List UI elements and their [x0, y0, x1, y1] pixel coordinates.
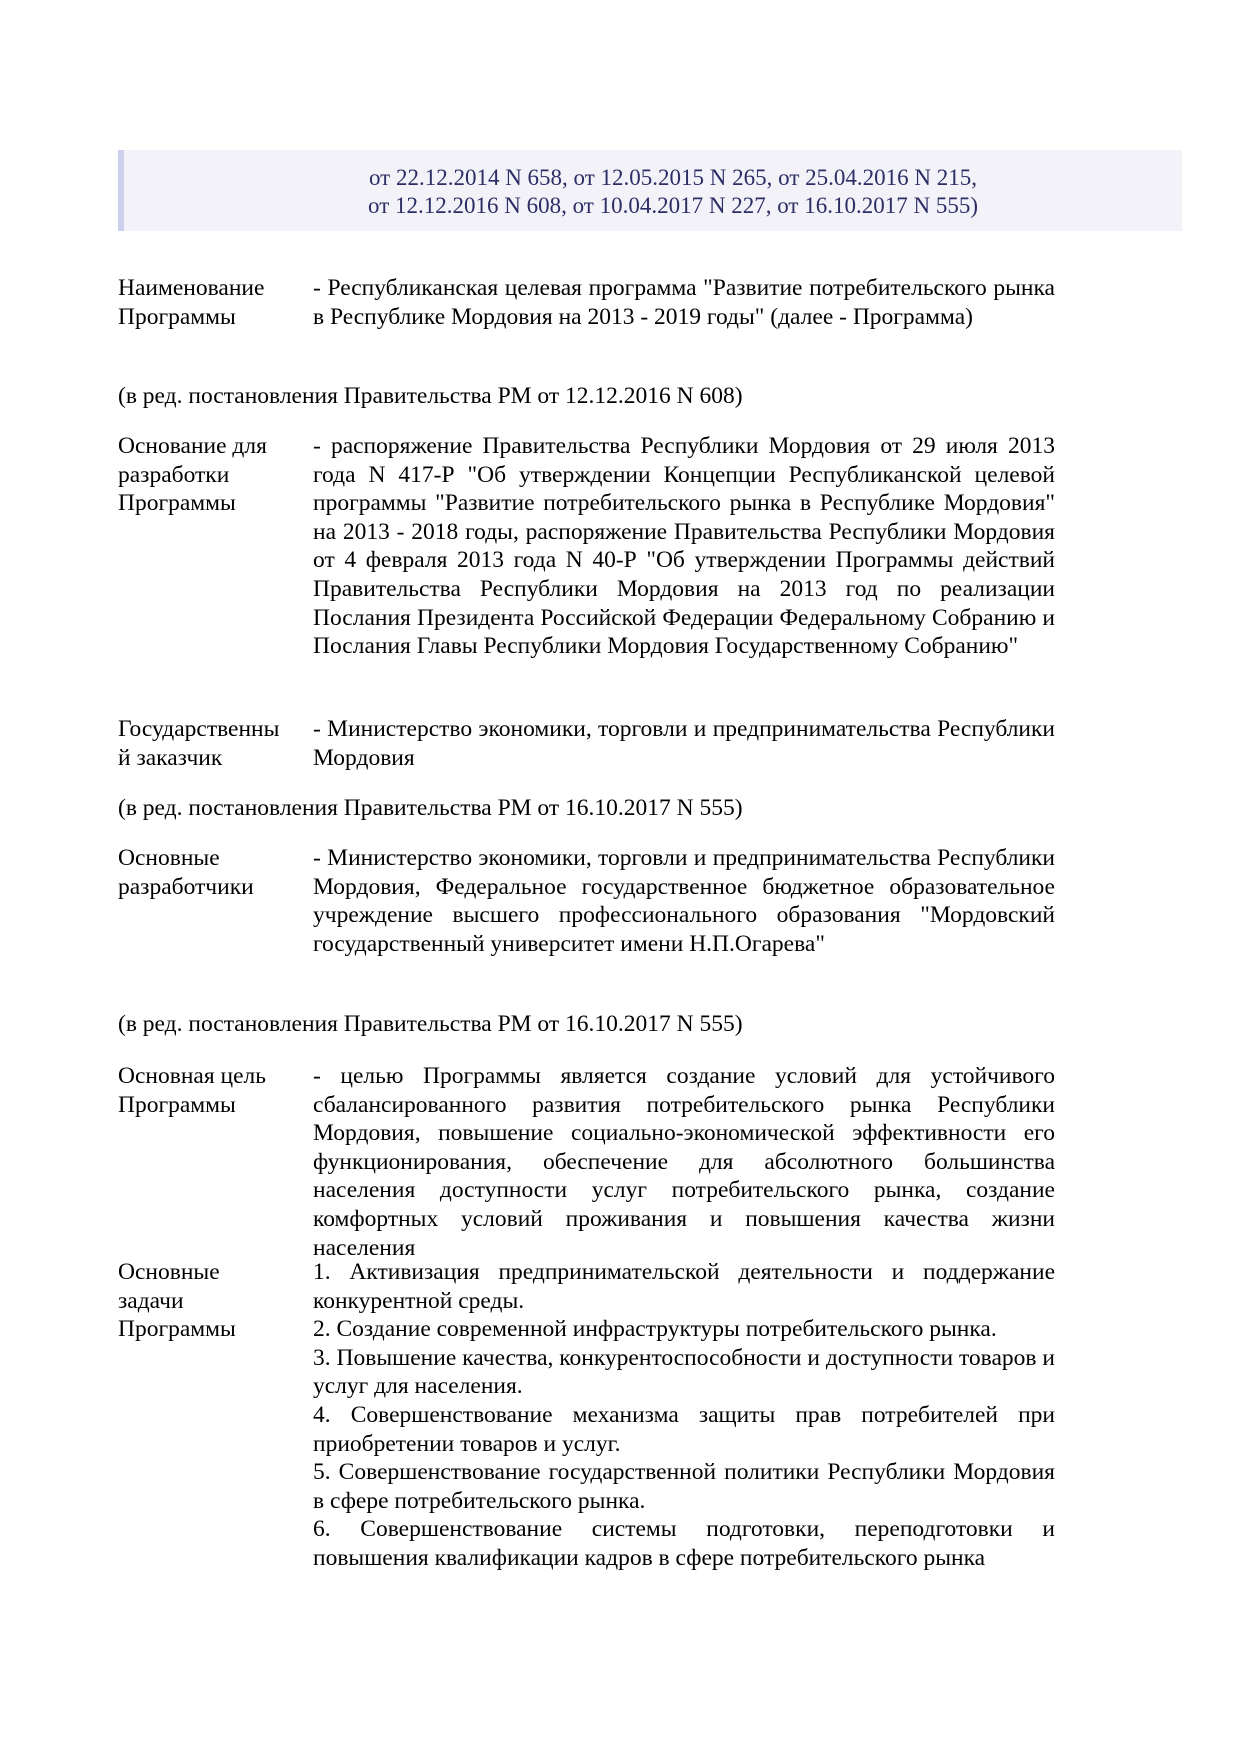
row-value: - Министерство экономики, торговли и предпринимательства Республики Мордовия: [313, 716, 1055, 771]
task-item: 3. Повышение качества, конкурентоспособности и доступности товаров и услуг для населения.: [313, 1344, 1055, 1400]
amendment-note: (в ред. постановления Правительства РМ от 12.12.2016 N 608): [118, 383, 743, 409]
row-value: - распоряжение Правительства Республики Мордовия от 29 июля 2013 года N 417-Р "Об утверждении Концепции Республиканской целевой программы "Развитие потребительского рынка в Республике Мордовия" на 2013 - 2018 годы, распоряжение Правительства Республики Мордовия от 4 февраля 2013 года N 40-Р "Об утверждении Программы действий Правительства Республики Мордовия на 2013 год по реализации Послания Президента Российской Федерации Федеральному Собранию и Послания Главы Республики Мордовия Государственному Собранию": [313, 433, 1055, 660]
row-label: Наименование Программы: [118, 275, 265, 330]
amendments-banner: [118, 150, 1182, 231]
row-label: Основание для разработки Программы: [118, 433, 267, 517]
task-item: 4. Совершенствование механизма защиты прав потребителей при приобретении товаров и услуг.: [313, 1401, 1055, 1457]
row-value: - Министерство экономики, торговли и предпринимательства Республики Мордовия, Федеральное государственное бюджетное образовательное учреждение высшего профессионального образования "Мордовский государственный университет имени Н.П.Огарева": [313, 845, 1055, 957]
task-item: 2. Создание современной инфраструктуры потребительского рынка.: [313, 1316, 997, 1343]
task-item: 1. Активизация предпринимательской деятельности и поддержание конкурентной среды.: [313, 1259, 1055, 1314]
banner-line-1: от 22.12.2014 N 658, от 12.05.2015 N 265, от 25.04.2016 N 215,: [368, 165, 978, 190]
amendment-note: (в ред. постановления Правительства РМ от 16.10.2017 N 555): [118, 795, 743, 821]
row-value: - целью Программы является создание условий для устойчивого сбалансированного развития потребительского рынка Республики Мордовия, повышение социально-экономической эффективности его функционирования, обеспечение для абсолютного большинства населения доступности услуг потребительского рынка, создание комфортных условий проживания и повышения качества жизни населения: [313, 1063, 1055, 1261]
task-item: 6. Совершенствование системы подготовки, переподготовки и повышения квалификации кадров в сфере потребительского рынка: [313, 1516, 1055, 1571]
tasks-list: [313, 1258, 1055, 1573]
row-label: Государственны й заказчик: [118, 716, 280, 771]
amendment-note: (в ред. постановления Правительства РМ от 16.10.2017 N 555): [118, 1011, 743, 1037]
row-value: - Республиканская целевая программа "Развитие потребительского рынка в Республике Мордовия на 2013 - 2019 годы" (далее - Программа): [313, 275, 1055, 330]
task-item: 5. Совершенствование государственной политики Республики Мордовия в сфере потребительского рынка.: [313, 1459, 1055, 1514]
row-label: Основные разработчики: [118, 845, 254, 900]
row-label: Основная цель Программы: [118, 1063, 266, 1118]
banner-line-2: от 12.12.2016 N 608, от 10.04.2017 N 227, от 16.10.2017 N 555): [368, 193, 978, 218]
row-label: Основные задачи Программы: [118, 1259, 236, 1343]
